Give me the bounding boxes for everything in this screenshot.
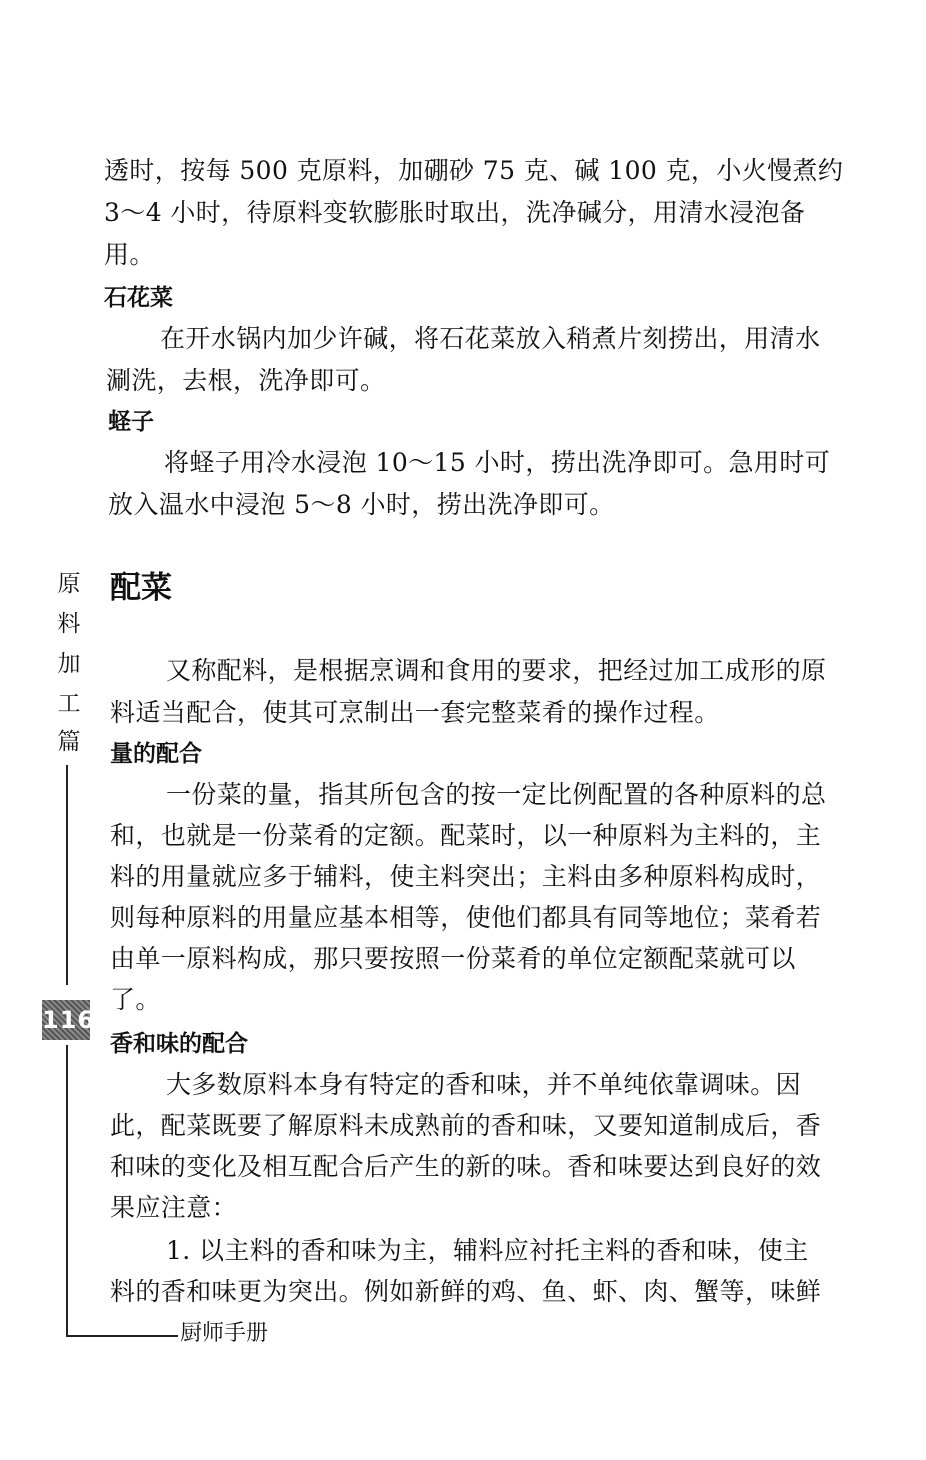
subheading-shihuacai: 石花菜	[104, 285, 173, 311]
body-line: 此，配菜既要了解原料未成熟前的香和味，又要知道制成后，香	[110, 1111, 822, 1140]
body-line: 放入温水中浸泡 5～8 小时，捞出洗净即可。	[108, 490, 615, 519]
sidebar-char: 料	[57, 611, 81, 637]
section-title: 配菜	[110, 570, 172, 606]
body-line: 涮洗，去根，洗净即可。	[106, 366, 386, 395]
subheading-liang: 量的配合	[110, 741, 202, 767]
body-line: 又称配料，是根据烹调和食用的要求，把经过加工成形的原	[166, 656, 827, 685]
body-line: 料适当配合，使其可烹制出一套完整菜肴的操作过程。	[110, 698, 720, 727]
sidebar-char: 篇	[57, 729, 81, 755]
sidebar-rule-lower	[66, 1045, 68, 1337]
sidebar-char: 工	[57, 691, 81, 717]
sidebar-rule-upper	[66, 765, 68, 985]
page-number-badge: 116	[42, 1000, 90, 1040]
body-line: 料的香和味更为突出。例如新鲜的鸡、鱼、虾、肉、蟹等，味鲜	[110, 1277, 822, 1306]
body-line: 用。	[104, 240, 155, 269]
body-line: 由单一原料构成，那只要按照一份菜肴的单位定额配菜就可以	[110, 944, 796, 973]
body-line: 在开水锅内加少许碱，将石花菜放入稍煮片刻捞出，用清水	[160, 324, 821, 353]
subheading-chengzi: 蛏子	[108, 409, 154, 435]
body-line: 了。	[110, 985, 161, 1014]
body-line: 果应注意：	[110, 1193, 238, 1222]
body-line: 和味的变化及相互配合后产生的新的味。香和味要达到良好的效	[110, 1152, 822, 1181]
sidebar-char: 原	[57, 571, 81, 597]
body-line: 则每种原料的用量应基本相等，使他们都具有同等地位；菜肴若	[110, 903, 822, 932]
body-line: 将蛏子用冷水浸泡 10～15 小时，捞出洗净即可。急用时可	[164, 448, 831, 477]
footer-book-title: 厨师手册	[180, 1321, 269, 1346]
subheading-xiangwei: 香和味的配合	[110, 1031, 248, 1057]
body-line: 料的用量就应多于辅料，使主料突出；主料由多种原料构成时，	[110, 862, 822, 891]
body-line: 透时，按每 500 克原料，加硼砂 75 克、碱 100 克，小火慢煮约	[104, 156, 844, 185]
body-line: 和，也就是一份菜肴的定额。配菜时，以一种原料为主料的，主	[110, 821, 822, 850]
sidebar-char: 加	[57, 651, 81, 677]
footer-rule	[66, 1335, 178, 1337]
body-line: 一份菜的量，指其所包含的按一定比例配置的各种原料的总	[166, 780, 827, 809]
body-line: 1. 以主料的香和味为主，辅料应衬托主料的香和味，使主	[166, 1236, 809, 1265]
body-line: 3～4 小时，待原料变软膨胀时取出，洗净碱分，用清水浸泡备	[104, 198, 806, 227]
body-line: 大多数原料本身有特定的香和味，并不单纯依靠调味。因	[166, 1070, 802, 1099]
